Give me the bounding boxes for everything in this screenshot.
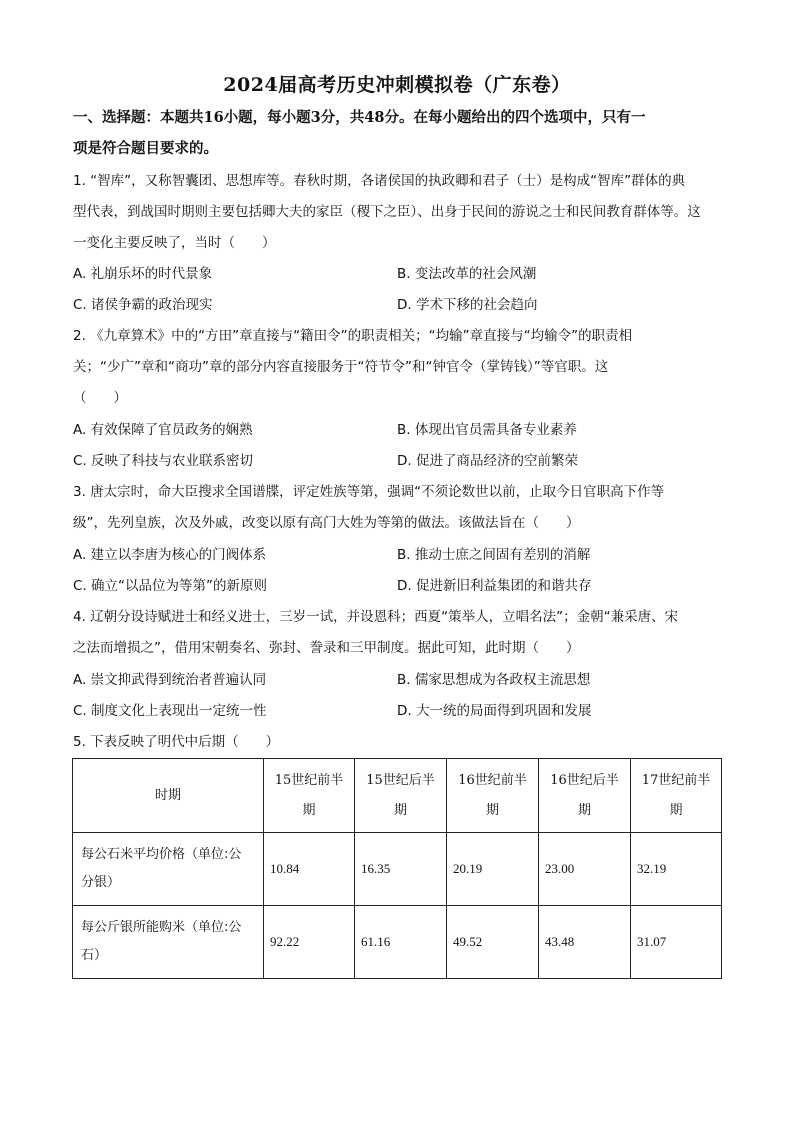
table-cell: 32.19	[631, 833, 722, 906]
row-label	[73, 833, 264, 906]
question-4-option-b[interactable]: B. 儒家思想成为各政权主流思想	[397, 672, 591, 688]
table-header-cell	[631, 759, 722, 833]
question-3-option-a[interactable]: A. 建立以李唐为核心的门阀体系	[73, 547, 267, 563]
header-line: 期	[302, 802, 316, 818]
table-row	[73, 833, 722, 906]
table-cell: 10.84	[264, 833, 355, 906]
stem-line: 2. 《九章算术》中的“方田”章直接与“籍田令”的职责相关；“均输”章直接与“均输令”的职责相	[73, 328, 633, 344]
section-heading-line: 一、选择题：本题共16小题，每小题3分，共48分。在每小题给出的四个选项中，只有一	[73, 109, 646, 126]
stem-line: 一变化主要反映了，当时（ ）	[73, 235, 276, 251]
header-line: 15世纪前半	[274, 772, 344, 788]
stem-line: 型代表，到战国时期则主要包括卿大夫的家臣（稷下之臣）、出身于民间的游说之士和民间教育群体等。这	[73, 204, 701, 220]
question-3-option-c[interactable]: C. 确立“以品位为等第”的新原则	[73, 578, 267, 594]
question-1-option-c[interactable]: C. 诸侯争霸的政治现实	[73, 297, 213, 313]
table-header-cell	[539, 759, 631, 833]
header-line: 期	[669, 802, 683, 818]
stem-line: 1. “智库”，又称智囊团、思想库等。春秋时期，各诸侯国的执政卿和君子（士）是构成“智库”群体的典	[73, 173, 686, 189]
table-header-cell	[264, 759, 355, 833]
section-heading-line: 项是符合题目要求的。	[73, 140, 218, 157]
row-label-line: 分银）	[81, 875, 121, 890]
question-3-stem	[73, 477, 723, 539]
header-line: 16世纪前半	[458, 772, 527, 788]
question-4-option-c[interactable]: C. 制度文化上表现出一定统一性	[73, 703, 267, 719]
question-1-option-d[interactable]: D. 学术下移的社会趋向	[397, 297, 538, 313]
section-heading	[73, 102, 723, 164]
table-row	[73, 906, 722, 979]
price-table	[72, 758, 722, 979]
stem-line: 级”，先列皇族，次及外戚，改变以原有高门大姓为等第的做法。该做法旨在（ ）	[73, 515, 580, 531]
header-line: 期	[485, 802, 499, 818]
question-4-stem	[73, 602, 723, 664]
table-header-label: 时期	[73, 759, 264, 833]
question-2-option-b[interactable]: B. 体现出官员需具备专业素养	[397, 422, 577, 438]
page-title: 2024届高考历史冲刺模拟卷（广东卷）	[223, 74, 571, 96]
question-2-option-c[interactable]: C. 反映了科技与农业联系密切	[73, 453, 254, 469]
stem-line: 关；“少广”章和“商功”章的部分内容直接服务于“符节令”和“钟官令（掌铸钱）”等官职。这	[73, 359, 609, 375]
header-line: 15世纪后半	[366, 772, 435, 788]
row-label-line: 石）	[81, 948, 108, 963]
table-cell: 16.35	[355, 833, 447, 906]
question-1-option-a[interactable]: A. 礼崩乐坏的时代景象	[73, 266, 213, 282]
question-3-option-b[interactable]: B. 推动士庶之间固有差别的消解	[397, 547, 591, 563]
header-line: 16世纪后半	[550, 772, 619, 788]
header-line: 期	[393, 802, 407, 818]
question-2-option-d[interactable]: D. 促进了商品经济的空前繁荣	[397, 453, 578, 469]
question-3-option-d[interactable]: D. 促进新旧利益集团的和谐共存	[397, 578, 592, 594]
table-header-row	[73, 759, 722, 833]
table-cell: 61.16	[355, 906, 447, 979]
table-cell: 49.52	[447, 906, 539, 979]
table-header-cell	[447, 759, 539, 833]
table-header-cell	[355, 759, 447, 833]
table-cell: 92.22	[264, 906, 355, 979]
question-4-option-a[interactable]: A. 崇文抑武得到统治者普遍认同	[73, 672, 267, 688]
stem-line: 5. 下表反映了明代中后期（ ）	[73, 734, 280, 750]
table-cell: 20.19	[447, 833, 539, 906]
table-cell: 43.48	[539, 906, 631, 979]
question-2-stem	[73, 321, 723, 414]
table-cell: 23.00	[539, 833, 631, 906]
header-line: 期	[577, 802, 591, 818]
stem-line: 3. 唐太宗时，命大臣搜求全国谱牒，评定姓族等第，强调“不须论数世以前，止取今日官职高下作等	[73, 484, 665, 500]
question-5-stem	[73, 727, 723, 758]
header-line: 17世纪前半	[641, 772, 711, 788]
question-4-option-d[interactable]: D. 大一统的局面得到巩固和发展	[397, 703, 592, 719]
row-label-line: 每公石米平均价格（单位:公	[81, 847, 242, 862]
question-1-option-b[interactable]: B. 变法改革的社会风潮	[397, 266, 537, 282]
row-label	[73, 906, 264, 979]
row-label-line: 每公斤银所能购米（单位:公	[81, 920, 242, 935]
table-cell: 31.07	[631, 906, 722, 979]
stem-line: 4. 辽朝分设诗赋进士和经义进士，三岁一试，并设恩科；西夏“策举人，立唱名法”；金朝“兼采唐、宋	[73, 609, 679, 625]
question-1-stem	[73, 166, 723, 259]
question-2-option-a[interactable]: A. 有效保障了官员政务的娴熟	[73, 422, 253, 438]
stem-line: 之法而增损之”，借用宋朝奏名、弥封、誊录和三甲制度。据此可知，此时期（ ）	[73, 640, 580, 656]
stem-line: （ ）	[73, 390, 127, 406]
